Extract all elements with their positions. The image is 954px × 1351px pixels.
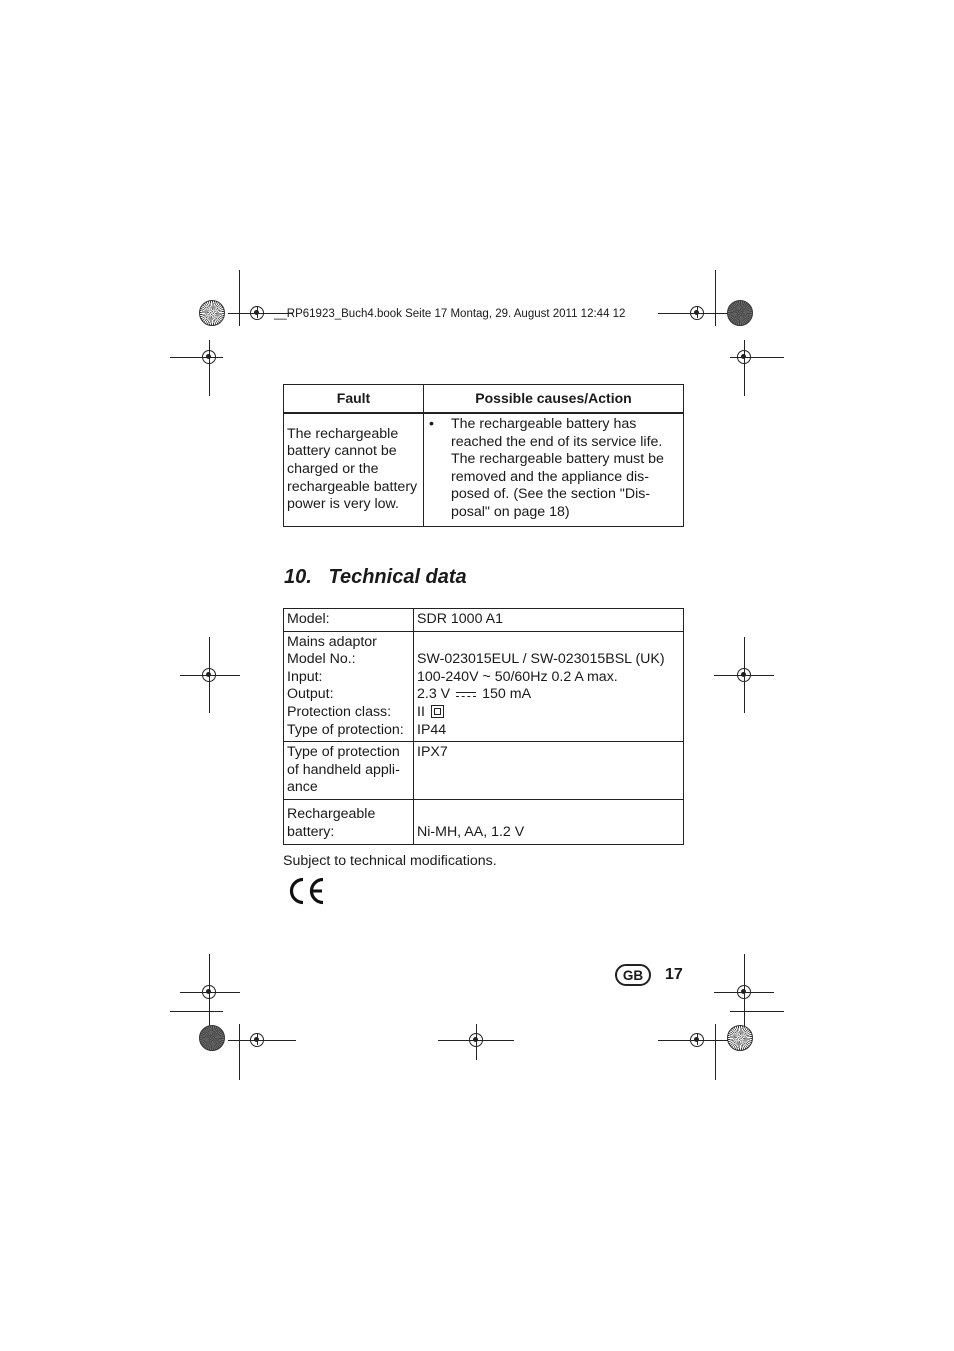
- registration-mark-icon: [250, 1033, 264, 1047]
- dc-current-icon: [456, 691, 476, 699]
- color-rosette-icon: [727, 1025, 753, 1051]
- section-heading: Technical data: [328, 566, 467, 588]
- table-row: [284, 609, 684, 632]
- registration-mark-icon: [469, 1033, 483, 1047]
- section-title: [284, 566, 467, 589]
- color-rosette-icon: [727, 300, 753, 326]
- battery-value: Ni-MH, AA, 1.2 V: [414, 799, 684, 844]
- protection-class-text: II: [417, 703, 425, 720]
- table-row: [284, 413, 684, 526]
- handheld-label: Type of protection of handheld appli-ance: [284, 742, 414, 800]
- registration-mark-icon: [690, 1033, 704, 1047]
- input-label: Input:: [287, 668, 323, 685]
- input-value: 100-240V ~ 50/60Hz 0.2 A max.: [417, 668, 618, 685]
- action-text: The rechargeable battery has reached the end of its service life. The rechargeable battery must be removed and the appliance dis-posed of. (See the section "Dis-posal" on page 18): [451, 416, 664, 520]
- protection-class-ii-icon: [431, 705, 444, 718]
- fault-header: Fault: [284, 385, 424, 414]
- registration-mark-icon: [250, 306, 264, 320]
- registration-mark-icon: [737, 668, 751, 682]
- model-no-label: Model No.:: [287, 651, 356, 668]
- protection-type-label: Type of protection:: [287, 721, 404, 738]
- mains-labels: [284, 631, 414, 742]
- action-cell: [424, 413, 684, 526]
- table-row: [284, 742, 684, 800]
- registration-mark-icon: [202, 350, 216, 364]
- table-row: [284, 799, 684, 844]
- output-current: 150 mA: [482, 686, 532, 703]
- protection-class-label: Protection class:: [287, 703, 392, 720]
- causes-header: Possible causes/Action: [424, 385, 684, 414]
- registration-mark-icon: [202, 985, 216, 999]
- handheld-value: IPX7: [414, 742, 684, 800]
- color-rosette-icon: [199, 300, 225, 326]
- registration-mark-icon: [737, 985, 751, 999]
- registration-mark-icon: [690, 306, 704, 320]
- section-number: 10.: [284, 566, 312, 588]
- mains-heading: Mains adaptor: [287, 633, 377, 650]
- troubleshooting-table: [283, 384, 684, 527]
- table-row: [284, 631, 684, 742]
- mains-values: [414, 631, 684, 742]
- page-number: 17: [665, 966, 683, 983]
- output-label: Output:: [287, 686, 334, 703]
- technical-data-table: [283, 608, 684, 845]
- output-value: [417, 686, 680, 704]
- model-no-value: SW-023015EUL / SW-023015BSL (UK): [417, 651, 665, 668]
- language-badge: GB: [615, 964, 651, 986]
- registration-mark-icon: [202, 668, 216, 682]
- protection-class-value: [417, 704, 680, 722]
- bullet: •: [429, 416, 434, 432]
- registration-mark-icon: [737, 350, 751, 364]
- protection-type-value: IP44: [417, 721, 447, 738]
- color-rosette-icon: [199, 1025, 225, 1051]
- print-header: __RP61923_Buch4.book Seite 17 Montag, 29. August 2011 12:44 12: [274, 308, 626, 320]
- battery-label: Rechargeable battery:: [284, 799, 414, 844]
- output-voltage: 2.3 V: [417, 686, 451, 703]
- modification-note: Subject to technical modifications.: [283, 853, 497, 869]
- ce-mark-icon: [286, 876, 326, 906]
- model-value: SDR 1000 A1: [414, 609, 684, 632]
- fault-description: The rechargeable battery cannot be charged or the rechargeable battery power is very low.: [284, 413, 424, 526]
- model-label: Model:: [284, 609, 414, 632]
